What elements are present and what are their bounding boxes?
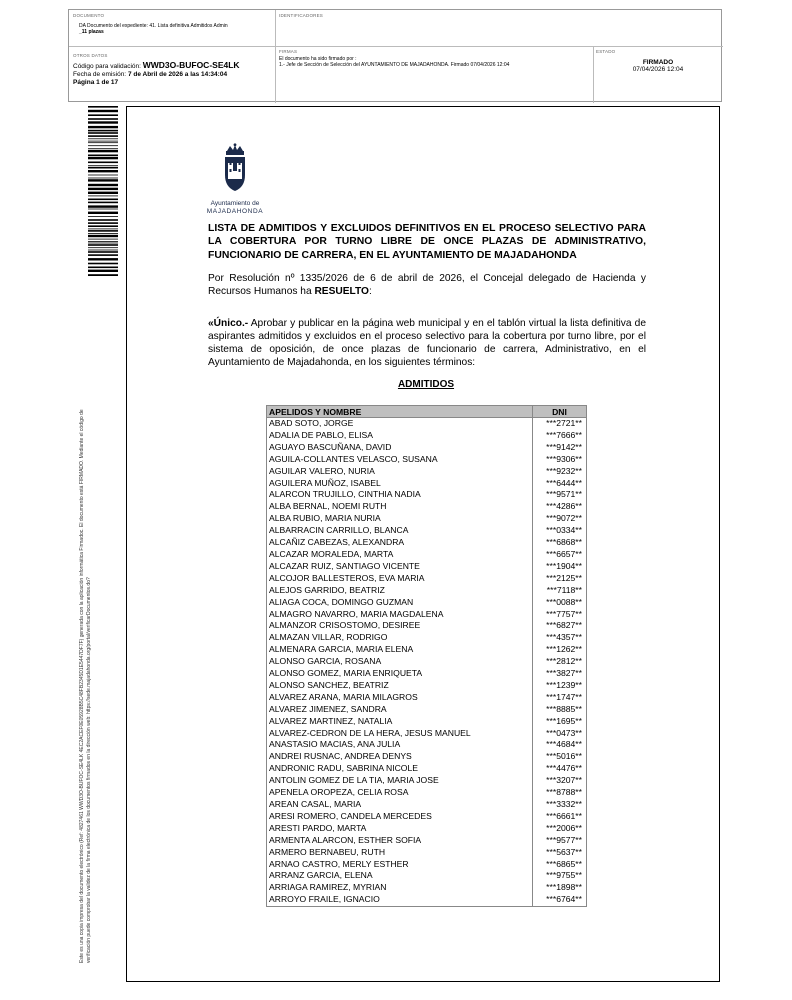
firmas-label: FIRMAS <box>279 49 298 54</box>
documento-cell <box>73 13 273 35</box>
table-row <box>267 442 587 454</box>
table-row <box>267 894 587 906</box>
side-text-line2: verificación puede comprobar la validez de la firma electrónica de los documentos firmados en la dirección web: https://sede.majadahonda.org/portal/verificarDocumentos.do? <box>85 577 92 963</box>
table-row <box>267 561 587 573</box>
table-row <box>267 716 587 728</box>
table-row <box>267 466 587 478</box>
applicant-dni: ***0334** <box>533 525 587 537</box>
applicant-dni: ***1262** <box>533 644 587 656</box>
applicant-name: ALVAREZ JIMENEZ, SANDRA <box>267 704 533 716</box>
table-row <box>267 847 587 859</box>
estado-value: FIRMADO <box>642 59 674 66</box>
documento-value <box>73 23 273 35</box>
table-row <box>267 454 587 466</box>
table-row <box>267 751 587 763</box>
applicant-dni: ***1239** <box>533 680 587 692</box>
applicant-name: ALVAREZ ARANA, MARIA MILAGROS <box>267 692 533 704</box>
applicant-dni: ***1898** <box>533 882 587 894</box>
applicant-name: AGUILA-COLLANTES VELASCO, SUSANA <box>267 454 533 466</box>
section-title-admitidos: ADMITIDOS <box>397 379 455 390</box>
table-row <box>267 644 587 656</box>
applicant-name: ALCAÑIZ CABEZAS, ALEXANDRA <box>267 537 533 549</box>
identificadores-cell <box>279 13 323 18</box>
applicant-name: ARESTI PARDO, MARTA <box>267 823 533 835</box>
applicant-dni: ***1695** <box>533 716 587 728</box>
applicant-dni: ***6865** <box>533 859 587 871</box>
unico-text: Aprobar y publicar en la página web municipal y en el tablón virtual la lista definitiva de aspirantes admitidos y excluidos en el proceso selectivo para la cobertura por turno libre, por el sistema de oposición, de once plazas de funcionario de carrera, Administrativo, en el Ayuntamiento de Majadahonda, en los siguientes términos: <box>208 318 646 368</box>
applicant-dni: ***4357** <box>533 632 587 644</box>
applicant-dni: ***6764** <box>533 894 587 906</box>
applicant-dni: ***8788** <box>533 787 587 799</box>
applicant-dni: ***2006** <box>533 823 587 835</box>
table-row <box>267 418 587 430</box>
table-row <box>267 430 587 442</box>
document-title: LISTA DE ADMITIDOS Y EXCLUIDOS DEFINITIVOS EN EL PROCESO SELECTIVO PARA LA COBERTURA POR TURNO LIBRE DE ONCE PLAZAS DE ADMINISTRATIVO, FUNCIONARIO DE CARRERA, EN EL AYUNTAMIENTO DE MAJADAHONDA <box>208 223 646 261</box>
table-row <box>267 882 587 894</box>
applicant-dni: ***8885** <box>533 704 587 716</box>
applicant-dni: ***4286** <box>533 501 587 513</box>
applicant-dni: ***2721** <box>533 418 587 430</box>
applicant-name: ALBA RUBIO, MARIA NURIA <box>267 513 533 525</box>
table-row <box>267 728 587 740</box>
unico-bold: «Único.- <box>208 318 249 329</box>
applicant-name: AGUAYO BASCUÑANA, DAVID <box>267 442 533 454</box>
table-row <box>267 763 587 775</box>
coat-of-arms-icon <box>205 143 265 195</box>
table-row <box>267 775 587 787</box>
table-row <box>267 573 587 585</box>
table-row <box>267 692 587 704</box>
applicant-dni: ***4684** <box>533 739 587 751</box>
applicant-name: ALARCON TRUJILLO, CINTHIA NADIA <box>267 489 533 501</box>
verification-side-text <box>79 293 92 963</box>
applicant-name: ALVAREZ MARTINEZ, NATALIA <box>267 716 533 728</box>
table-row <box>267 478 587 490</box>
applicant-dni: ***4476** <box>533 763 587 775</box>
header-divider <box>69 46 723 47</box>
resolucion-end: : <box>368 286 372 297</box>
table-row <box>267 597 587 609</box>
table-row <box>267 501 587 513</box>
column-header-name: APELIDOS Y NOMBRE <box>267 406 533 418</box>
applicant-dni: ***9232** <box>533 466 587 478</box>
applicant-dni: ***9306** <box>533 454 587 466</box>
applicant-name: ALONSO GOMEZ, MARIA ENRIQUETA <box>267 668 533 680</box>
applicant-name: ALCAZAR MORALEDA, MARTA <box>267 549 533 561</box>
table-row <box>267 835 587 847</box>
applicant-name: ANTOLIN GOMEZ DE LA TIA, MARIA JOSE <box>267 775 533 787</box>
resolucion-text: Por Resolución nº 1335/2026 de 6 de abril de 2026, el Concejal delegado de Hacienda y Recursos Humanos ha <box>208 273 646 297</box>
estado-label: ESTADO <box>596 49 616 54</box>
barcode-image <box>88 106 118 276</box>
applicant-name: ALONSO GARCIA, ROSANA <box>267 656 533 668</box>
table-row <box>267 859 587 871</box>
table-row <box>267 585 587 597</box>
applicant-name: ALCAZAR RUIZ, SANTIAGO VICENTE <box>267 561 533 573</box>
applicant-name: ARRIAGA RAMIREZ, MYRIAN <box>267 882 533 894</box>
applicant-name: ADALIA DE PABLO, ELISA <box>267 430 533 442</box>
applicant-name: ARNAO CASTRO, MERLY ESTHER <box>267 859 533 871</box>
table-row <box>267 609 587 621</box>
codigo-prefix: Código para validación: <box>73 63 141 70</box>
table-row <box>267 811 587 823</box>
applicant-name: ALBARRACIN CARRILLO, BLANCA <box>267 525 533 537</box>
table-row <box>267 787 587 799</box>
firmas-line1: El documento ha sido firmado por : <box>279 56 357 62</box>
table-row <box>267 656 587 668</box>
table-row <box>267 620 587 632</box>
applicant-name: ALVAREZ-CEDRON DE LA HERA, JESUS MANUEL <box>267 728 533 740</box>
header-divider <box>275 10 276 103</box>
applicant-name: ALBA BERNAL, NOEMI RUTH <box>267 501 533 513</box>
applicant-dni: ***9072** <box>533 513 587 525</box>
applicant-name: ANDREI RUSNAC, ANDREA DENYS <box>267 751 533 763</box>
applicant-dni: ***3207** <box>533 775 587 787</box>
applicant-name: ABAD SOTO, JORGE <box>267 418 533 430</box>
applicant-name: ALMANZOR CRISOSTOMO, DESIREE <box>267 620 533 632</box>
table-row <box>267 680 587 692</box>
applicant-dni: ***5637** <box>533 847 587 859</box>
applicant-dni: ***9755** <box>533 870 587 882</box>
estado-cell <box>596 49 720 73</box>
applicant-dni: ***2125** <box>533 573 587 585</box>
applicant-name: AREAN CASAL, MARIA <box>267 799 533 811</box>
applicant-name: APENELA OROPEZA, CELIA ROSA <box>267 787 533 799</box>
table-row <box>267 513 587 525</box>
applicant-dni: ***7118** <box>533 585 587 597</box>
table-row <box>267 525 587 537</box>
applicant-name: ARMENTA ALARCON, ESTHER SOFIA <box>267 835 533 847</box>
applicant-dni: ***6444** <box>533 478 587 490</box>
otros-datos-cell <box>73 53 273 87</box>
applicant-dni: ***9571** <box>533 489 587 501</box>
logo-line2: MAJADAHONDA <box>206 207 264 215</box>
applicant-dni: ***6657** <box>533 549 587 561</box>
applicant-dni: ***6868** <box>533 537 587 549</box>
otros-datos-label: OTROS DATOS <box>73 53 108 58</box>
codigo-value[interactable]: WWD3O-BUFOC-SE4LK <box>142 60 240 70</box>
table-row <box>267 668 587 680</box>
side-text-line1: Este es una copia impresa del documento electrónico (Ref: 4827461 WWD3O-BUFOC-SE4LK 4EC2ACEF0E05928B5C48FB2345D1E5447DF7F) generada con la aplicación informática Firmadoc. El documento está FIRMADO. Mediante el código de <box>79 409 85 963</box>
applicant-dni: ***3332** <box>533 799 587 811</box>
documento-value-line2: _11 plazas <box>79 29 104 35</box>
unico-paragraph <box>208 317 646 369</box>
admitidos-table <box>266 405 587 907</box>
firmas-cell <box>279 49 591 68</box>
logo-line1: Ayuntamiento de <box>210 200 260 207</box>
applicant-name: ALONSO SANCHEZ, BEATRIZ <box>267 680 533 692</box>
applicant-name: ALEJOS GARRIDO, BEATRIZ <box>267 585 533 597</box>
applicant-dni: ***0473** <box>533 728 587 740</box>
applicant-dni: ***9142** <box>533 442 587 454</box>
applicant-dni: ***2812** <box>533 656 587 668</box>
identificadores-label: IDENTIFICADORES <box>279 13 324 18</box>
applicant-name: ARMERO BERNABEU, RUTH <box>267 847 533 859</box>
applicant-dni: ***9577** <box>533 835 587 847</box>
column-header-dni: DNI <box>533 406 587 418</box>
documento-value-line1: DA Documento del expediente: 41. Lista definitiva Admitidos Admin <box>79 23 228 29</box>
applicant-dni: ***6661** <box>533 811 587 823</box>
pagina: Página 1 de 17 <box>73 79 119 86</box>
applicant-name: ALIAGA COCA, DOMINGO GUZMAN <box>267 597 533 609</box>
table-row <box>267 823 587 835</box>
applicant-name: AGUILERA MUÑOZ, ISABEL <box>267 478 533 490</box>
applicant-name: ARROYO FRAILE, IGNACIO <box>267 894 533 906</box>
firmas-line2: 1.- Jefe de Sección de Selección del AYUNTAMIENTO DE MAJADAHONDA. Firmado 07/04/2026 12:04 <box>279 62 510 68</box>
applicant-name: ALMENARA GARCIA, MARIA ELENA <box>267 644 533 656</box>
applicant-dni: ***7757** <box>533 609 587 621</box>
header-divider <box>593 46 594 103</box>
codigo-validacion <box>73 61 273 71</box>
fecha-value: 7 de Abril de 2026 a las 14:34:04 <box>127 71 228 78</box>
table-row <box>267 549 587 561</box>
fecha-prefix: Fecha de emisión: <box>73 71 127 78</box>
municipal-logo <box>205 143 265 215</box>
document-header <box>68 9 722 102</box>
applicant-dni: ***6827** <box>533 620 587 632</box>
table-row <box>267 704 587 716</box>
table-row <box>267 739 587 751</box>
applicant-name: AGUILAR VALERO, NURIA <box>267 466 533 478</box>
table-header-row <box>267 406 587 418</box>
applicant-name: ARESI ROMERO, CANDELA MERCEDES <box>267 811 533 823</box>
applicant-dni: ***0088** <box>533 597 587 609</box>
table-row <box>267 870 587 882</box>
applicant-dni: ***3827** <box>533 668 587 680</box>
table-row <box>267 632 587 644</box>
applicant-dni: ***1747** <box>533 692 587 704</box>
applicant-name: ALCOJOR BALLESTEROS, EVA MARIA <box>267 573 533 585</box>
applicant-dni: ***7666** <box>533 430 587 442</box>
table-row <box>267 799 587 811</box>
applicant-name: ANDRONIC RADU, SABRINA NICOLE <box>267 763 533 775</box>
applicant-name: ANASTASIO MACIAS, ANA JULIA <box>267 739 533 751</box>
resolucion-bold: RESUELTO <box>314 286 369 297</box>
applicant-name: ALMAGRO NAVARRO, MARIA MAGDALENA <box>267 609 533 621</box>
applicant-name: ARRANZ GARCIA, ELENA <box>267 870 533 882</box>
applicant-dni: ***1904** <box>533 561 587 573</box>
table-row <box>267 537 587 549</box>
documento-label: DOCUMENTO <box>73 13 105 18</box>
resolucion-paragraph <box>208 272 646 298</box>
estado-date: 07/04/2026 12:04 <box>632 66 684 73</box>
applicant-dni: ***5016** <box>533 751 587 763</box>
fecha-emision <box>73 71 273 79</box>
table-row <box>267 489 587 501</box>
applicant-name: ALMAZAN VILLAR, RODRIGO <box>267 632 533 644</box>
